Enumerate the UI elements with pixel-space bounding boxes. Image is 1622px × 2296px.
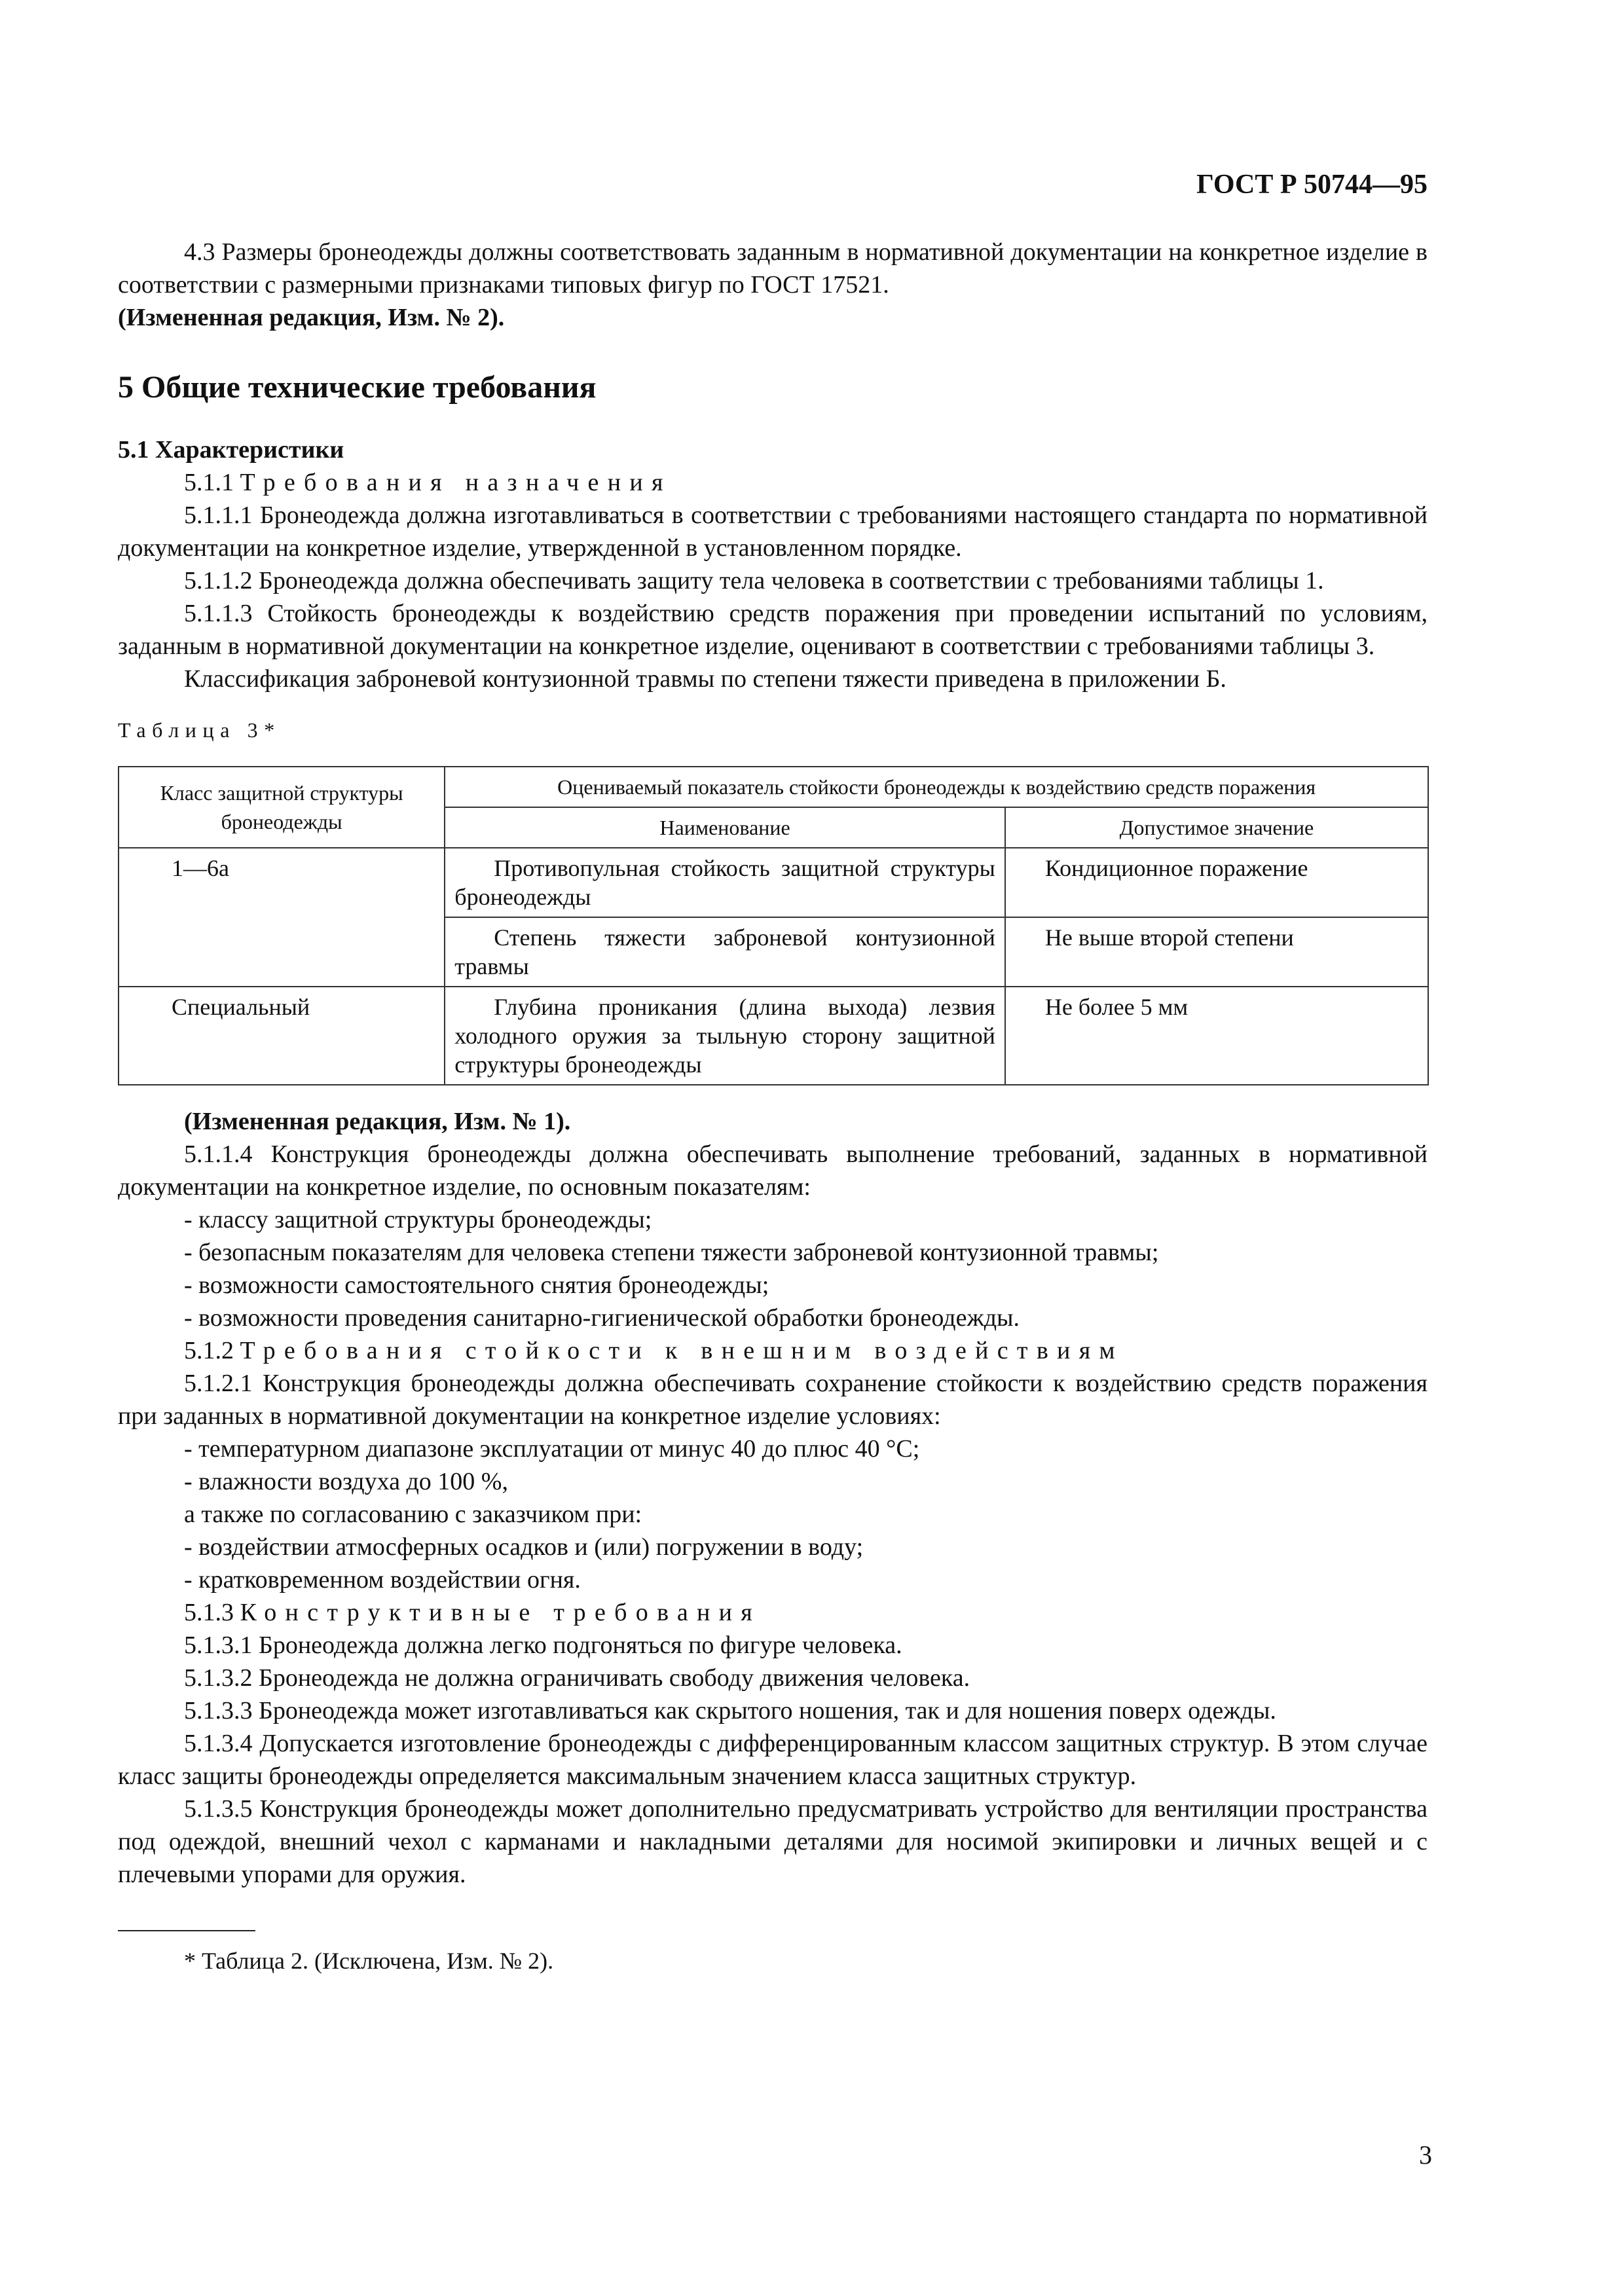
change-note-1: (Измененная редакция, Изм. № 1). xyxy=(184,1108,571,1135)
header-class: Класс защитной структуры бронеодежды xyxy=(119,767,445,848)
list-item: - классу защитной структуры бронеодежды; xyxy=(184,1206,652,1233)
list-conditions xyxy=(118,1432,1428,1596)
paragraph-5-1-3-1: 5.1.3.1 Бронеодежда должна легко подгоняться по фигуре человека. xyxy=(184,1631,902,1659)
document-code: ГОСТ Р 50744—95 xyxy=(1196,170,1428,200)
footnote-divider xyxy=(118,1930,255,1931)
table-3-caption: Таблица 3* xyxy=(118,718,281,742)
paragraph-5-1-3-5: 5.1.3.5 Конструкция бронеодежды может дополнительно предусматривать устройство для вентиляции пространства под одеждой, внешний чехол с карманами и накладными деталями для носимой экипировки и личных вещей и с плечевыми упорами для оружия. xyxy=(118,1795,1428,1888)
cell-value: Не более 5 мм xyxy=(1005,987,1428,1085)
paragraph-5-1-1-4: 5.1.1.4 Конструкция бронеодежды должна обеспечивать выполнение требований, заданных в нормативной документации на конкретное изделие, по основным показателям: xyxy=(118,1140,1428,1201)
page-number: 3 xyxy=(1419,2140,1432,2170)
paragraph-5-1-3-4: 5.1.3.4 Допускается изготовление бронеодежды с дифференцированным классом защитных структур. В этом случае класс защиты бронеодежды определяется максимальным значением класса защитных структур. xyxy=(118,1730,1428,1790)
heading-5-1-3-title: Конструктивные требования xyxy=(240,1599,762,1626)
cell-value: Не выше второй степени xyxy=(1005,917,1428,987)
paragraph-classification: Классификация заброневой контузионной травмы по степени тяжести приведена в приложении Б. xyxy=(184,665,1226,693)
paragraph-5-1-1-1: 5.1.1.1 Бронеодежда должна изготавливаться в соответствии с требованиями настоящего стандарта по нормативной документации на конкретное изделие, утвержденной в установленном порядке. xyxy=(118,501,1428,562)
header-name: Наименование xyxy=(445,807,1005,848)
table-row xyxy=(119,848,1428,917)
heading-5-1-2 xyxy=(118,1334,1428,1367)
page-body xyxy=(118,164,1428,1977)
header-value: Допустимое значение xyxy=(1005,807,1428,848)
header-group: Оцениваемый показатель стойкости бронеодежды к воздействию средств поражения xyxy=(445,767,1428,807)
list-item: - возможности проведения санитарно-гигиенической обработки бронеодежды. xyxy=(184,1304,1020,1332)
paragraph-4-3: 4.3 Размеры бронеодежды должны соответствовать заданным в нормативной документации на конкретное изделие в соответствии с размерными признаками типовых фигур по ГОСТ 17521. xyxy=(118,238,1428,299)
paragraph-5-1-3-3: 5.1.3.3 Бронеодежда может изготавливаться как скрытого ношения, так и для ношения поверх одежды. xyxy=(184,1697,1276,1724)
paragraph-5-1-1-3: 5.1.1.3 Стойкость бронеодежды к воздействию средств поражения при проведении испытаний по условиям, заданным в нормативной документации на конкретное изделие, оценивают в соответствии с требованиями таблицы 3. xyxy=(118,600,1428,660)
cell-name: Глубина проникания (длина выхода) лезвия холодного оружия за тыльную сторону защитной структуры бронеодежды xyxy=(445,987,1005,1085)
cell-class: Специальный xyxy=(119,987,445,1085)
table-header-row xyxy=(119,767,1428,807)
footnote: * Таблица 2. (Исключена, Изм. № 2). xyxy=(184,1948,554,1974)
section-5-title: 5 Общие технические требования xyxy=(118,370,597,405)
heading-5-1-1 xyxy=(118,466,1428,499)
cell-name: Степень тяжести заброневой контузионной травмы xyxy=(445,917,1005,987)
paragraph-5-1-2-1: 5.1.2.1 Конструкция бронеодежды должна обеспечивать сохранение стойкости к воздействию средств поражения при заданных в нормативной документации на конкретное изделие условиях: xyxy=(118,1370,1428,1430)
change-note-2: (Измененная редакция, Изм. № 2). xyxy=(118,304,505,331)
heading-5-1-3 xyxy=(118,1596,1428,1629)
list-item: а также по согласованию с заказчиком при: xyxy=(184,1501,642,1528)
cell-value: Кондиционное поражение xyxy=(1005,848,1428,917)
cell-class: 1—6а xyxy=(119,848,445,987)
heading-5-1: 5.1 Характеристики xyxy=(118,436,344,464)
list-indicators xyxy=(118,1203,1428,1334)
heading-5-1-2-number: 5.1.2 xyxy=(184,1337,234,1364)
list-item: - влажности воздуха до 100 %, xyxy=(184,1468,508,1495)
paragraph-5-1-3-2: 5.1.3.2 Бронеодежда не должна ограничивать свободу движения человека. xyxy=(184,1664,970,1692)
table-3 xyxy=(118,766,1429,1085)
heading-5-1-3-number: 5.1.3 xyxy=(184,1599,234,1626)
table-row xyxy=(119,987,1428,1085)
heading-5-1-2-title: Требования стойкости к внешним воздействиям xyxy=(240,1337,1124,1364)
list-item: - температурном диапазоне эксплуатации от минус 40 до плюс 40 °С; xyxy=(184,1435,920,1463)
list-item: - безопасным показателям для человека степени тяжести заброневой контузионной травмы; xyxy=(184,1239,1159,1266)
cell-name: Противопульная стойкость защитной структуры бронеодежды xyxy=(445,848,1005,917)
heading-5-1-1-title: Требования назначения xyxy=(240,469,672,496)
heading-5-1-1-number: 5.1.1 xyxy=(184,469,234,496)
list-item: - возможности самостоятельного снятия бронеодежды; xyxy=(184,1271,769,1299)
paragraph-5-1-1-2: 5.1.1.2 Бронеодежда должна обеспечивать защиту тела человека в соответствии с требованиями таблицы 1. xyxy=(184,567,1324,594)
list-item: - кратковременном воздействии огня. xyxy=(184,1566,581,1594)
list-item: - воздействии атмосферных осадков и (или) погружении в воду; xyxy=(184,1533,864,1561)
